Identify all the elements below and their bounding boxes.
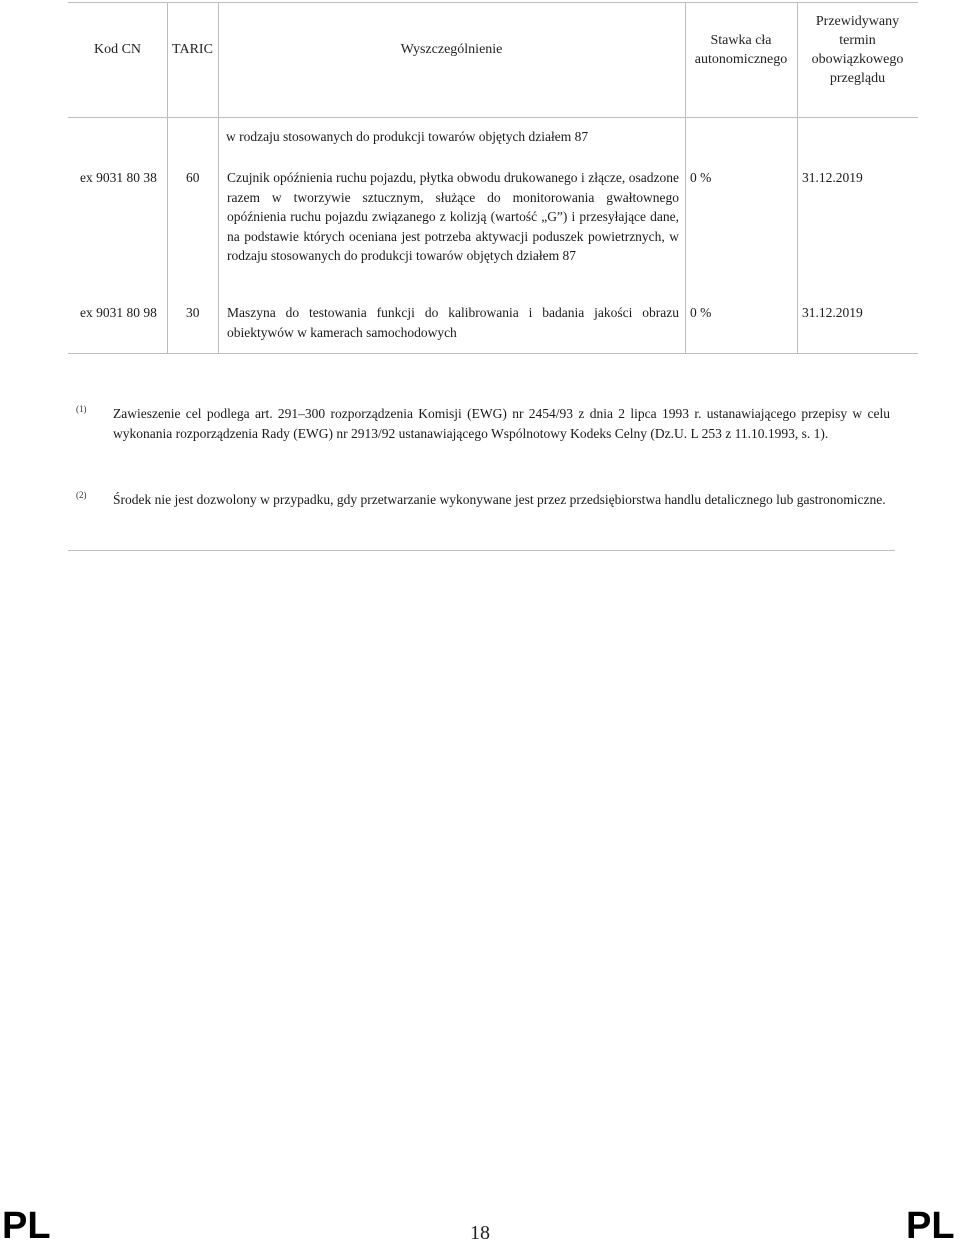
footnote1-mark: (1) (76, 404, 87, 414)
table-top-rule (68, 2, 918, 3)
header-description: Wyszczególnienie (400, 42, 503, 57)
header-review-line4: przeglądu (829, 71, 886, 86)
row2-duty-rate: 0 % (690, 305, 712, 320)
footer-language-left: PL (2, 1205, 51, 1247)
page-number: 18 (470, 1222, 490, 1244)
row1-description: Czujnik opóźnienia ruchu pojazdu, płytka obwodu drukowanego i złącze, osadzone razem w tworzywie sztucznym, służące do monitorowania gwałtownego opóźnienia ruchu pojazdu związanego z kolizją (wartość „G”) i przesyłające dane, na podstawie których oceniana jest potrzeba aktywacji poduszek powietrznych, w rodzaju stosowanych do produkcji towarów objętych działem 87 (227, 170, 679, 263)
header-review-line1: Przewidywany (815, 14, 900, 29)
row1-taric: 60 (186, 170, 200, 185)
header-review-line2: termin (839, 33, 876, 48)
row2-description: Maszyna do testowania funkcji do kalibrowania i badania jakości obrazu obiektywów w kamerach samochodowych (227, 305, 679, 340)
table-bottom-rule (68, 353, 918, 354)
footnote2-text: Środek nie jest dozwolony w przypadku, gdy przetwarzanie wykonywane jest przez przedsiębiorstwa handlu detalicznego lub gastronomiczne. (113, 492, 886, 507)
footnote1-text: Zawieszenie cel podlega art. 291–300 rozporządzenia Komisji (EWG) nr 2454/93 z dnia 2 lipca 1993 r. ustanawiającego przepisy w celu wykonania rozporządzenia Rady (EWG) nr 2913/92 ustanawiającego Wspólnotowy Kodeks Celny (Dz.U. L 253 z 11.10.1993, s. 1). (113, 406, 890, 441)
row2-cn-code: ex 9031 80 98 (80, 305, 157, 320)
header-review-line3: obowiązkowego (811, 52, 904, 67)
header-duty-rate (685, 31, 797, 69)
row1-cn-code: ex 9031 80 38 (80, 170, 157, 185)
header-bottom-rule (68, 117, 918, 118)
continuation-text: w rodzaju stosowanych do produkcji towarów objętych działem 87 (226, 129, 589, 144)
row2-taric: 30 (186, 305, 200, 320)
header-review-date (797, 12, 918, 88)
row1-review-date: 31.12.2019 (802, 170, 863, 185)
header-taric: TARIC (172, 42, 213, 57)
row2-review-date: 31.12.2019 (802, 305, 863, 320)
footnote2-mark: (2) (76, 490, 87, 500)
footer-language-right: PL (906, 1205, 955, 1247)
header-kod-cn: Kod CN (93, 42, 142, 57)
footnotes-bottom-rule (68, 550, 895, 551)
header-duty-rate-line2: autonomicznego (694, 52, 788, 67)
row1-duty-rate: 0 % (690, 170, 712, 185)
header-duty-rate-line1: Stawka cła (710, 33, 772, 48)
